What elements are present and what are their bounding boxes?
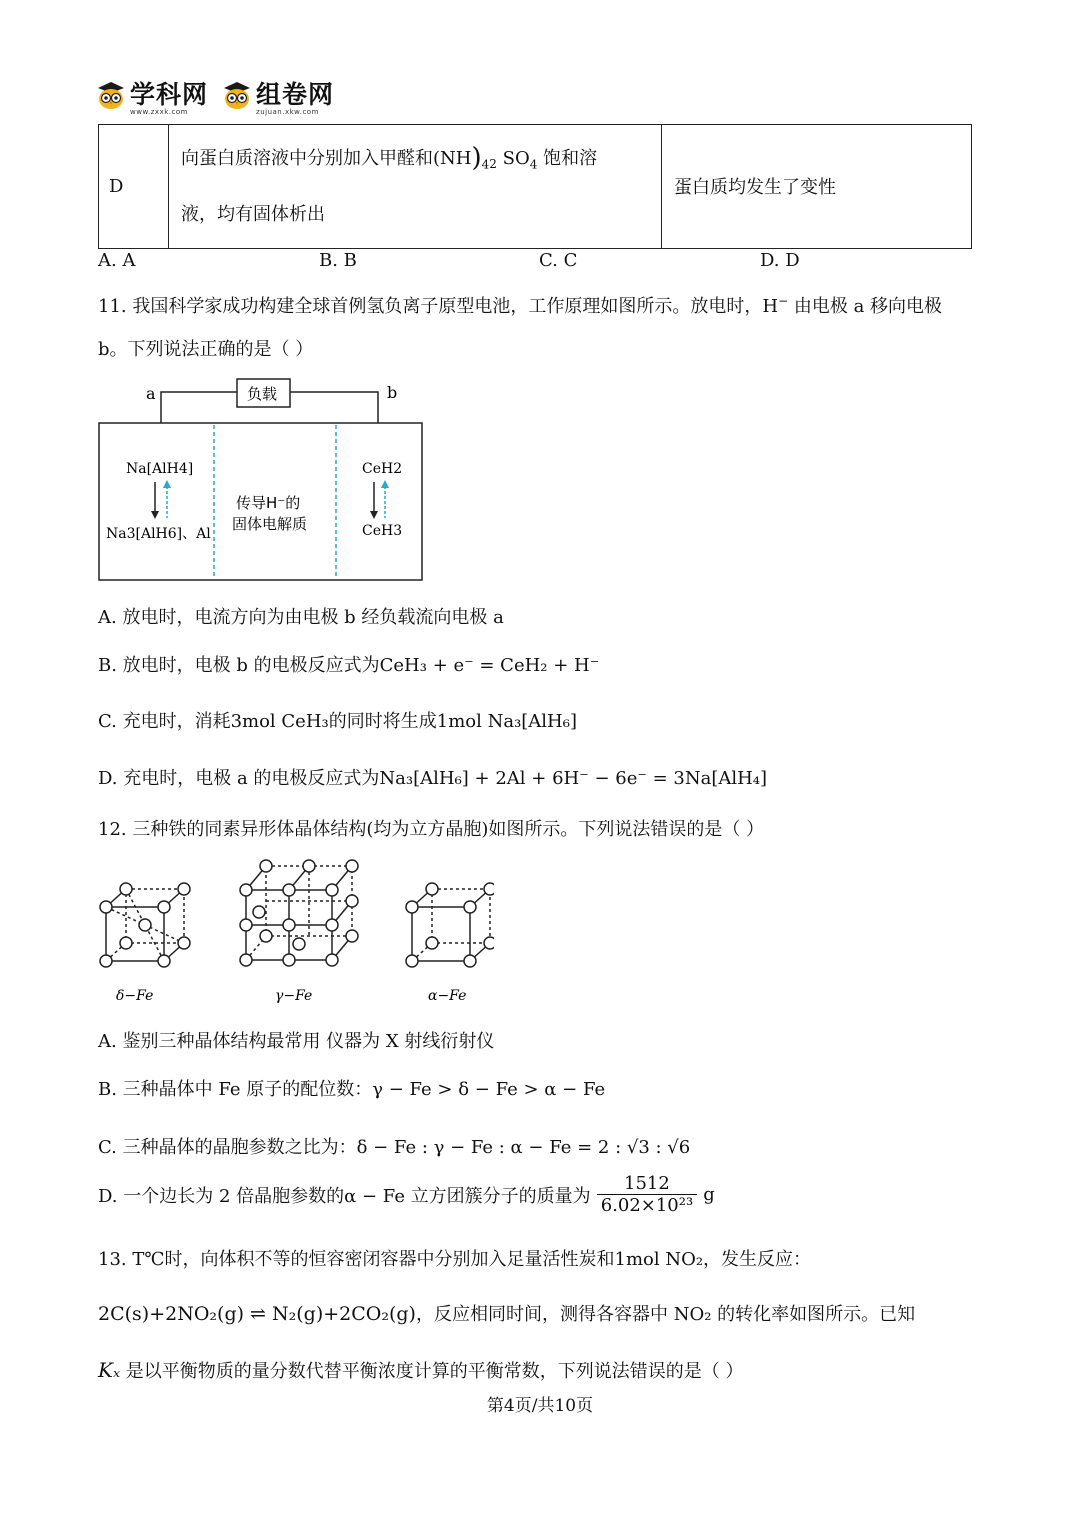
zujuanwang-logo <box>222 80 334 116</box>
q13-line2 <box>98 1300 915 1326</box>
electrode-b-label: b <box>387 383 398 402</box>
electrolyte-label-1: 传导H⁻的 <box>236 494 301 512</box>
choice-d[interactable]: D. D <box>760 250 800 271</box>
q11-stem-line1: 11. 我国科学家成功构建全球首例氢负离子原型电池，工作原理如图所示。放电时，H− 由电极 a 移向电极 <box>98 294 943 317</box>
q11-stem-text: 11. 我国科学家成功构建全球首例氢负离子原型电池，工作原理如图所示。放电时， <box>98 296 763 317</box>
wire-left <box>161 392 237 423</box>
q11-option-a[interactable]: A. 放电时，电流方向为由电极 b 经负载流向电极 a <box>98 607 504 628</box>
q13-line3-tail: 是以平衡物质的量分数代替平衡浓度计算的平衡常数，下列说法错误的是（ ） <box>125 1361 744 1382</box>
q11-stem-tail: 由电极 a 移向电极 <box>793 296 943 317</box>
reaction-equation: 2C(s)+2NO₂(g) ⇌ N₂(g)+2CO₂(g) <box>98 1303 416 1325</box>
q12-option-d-text: D. 一个边长为 2 倍晶胞参数的α − Fe 立方团簇分子的质量为 <box>98 1185 591 1207</box>
choice-b[interactable]: B. B <box>319 250 357 271</box>
conclusion-cell: 蛋白质均发生了变性 <box>662 125 972 249</box>
electrolyte-label-2: 固体电解质 <box>232 515 308 533</box>
unit-g: g <box>703 1184 715 1205</box>
brand-url: www.zxxk.com <box>130 108 188 116</box>
up-arrowhead-right <box>381 480 389 488</box>
alpha-fe-cell <box>412 889 490 961</box>
q13-line2-tail: ，反应相同时间，测得各容器中 NO₂ 的转化率如图所示。已知 <box>415 1304 916 1325</box>
q12-option-d[interactable] <box>98 1173 715 1216</box>
operation-tail: 饱和溶 <box>543 148 598 169</box>
table-row <box>99 125 972 249</box>
experiment-table <box>98 124 972 249</box>
q11-stem-line2: b。下列说法正确的是（ ） <box>98 339 314 360</box>
q11-option-d[interactable]: D. 充电时，电极 a 的电极反应式为Na₃[AlH₆] + 2Al + 6H⁻ − 6e⁻ = 3Na[AlH₄] <box>98 768 768 789</box>
crystal-structures <box>94 852 494 1012</box>
xuekewang-logo <box>96 80 208 116</box>
left-bottom-species: Na3[AlH6]、Al <box>106 526 211 542</box>
left-top-species: Na[AlH4] <box>126 461 194 477</box>
operation-formula: SO <box>502 148 530 169</box>
down-arrowhead-left <box>151 511 159 519</box>
brand-url: zujuan.xkw.com <box>256 108 319 116</box>
kx-symbol: Kₓ <box>98 1358 121 1382</box>
q13-line1: 13. T℃时，向体积不等的恒容密闭容器中分别加入足量活性炭和1mol NO₂，发生反应： <box>98 1249 812 1270</box>
q13-line3 <box>98 1357 744 1383</box>
q11-option-c[interactable]: C. 充电时，消耗3mol CeH₃的同时将生成1mol Na₃[AlH₆] <box>98 711 577 732</box>
sub-4b: 4 <box>529 157 538 172</box>
owl-mascot-icon <box>96 80 126 110</box>
row-label: D <box>99 125 169 249</box>
fraction-denominator: 6.02×10²³ <box>600 1195 694 1216</box>
page-footer: 第4页/共10页 <box>486 1396 594 1416</box>
alpha-fe-atoms <box>406 883 494 967</box>
q12-option-b[interactable]: B. 三种晶体中 Fe 原子的配位数：γ − Fe > δ − Fe > α − Fe <box>98 1079 606 1100</box>
operation-cell: 向蛋白质溶液中分别加入甲醛和$(NH)_{42}$ $SO_4$ 饱和溶 液，均有固体析出 <box>169 125 662 249</box>
sub-4: 4 <box>481 157 490 172</box>
mass-fraction <box>597 1173 698 1216</box>
right-bottom-species: CeH3 <box>362 523 403 539</box>
gamma-fe-label: γ−Fe <box>275 988 313 1004</box>
delta-fe-label: δ−Fe <box>116 988 154 1004</box>
load-label: 负载 <box>247 385 278 403</box>
fraction-numerator: 1512 <box>597 1173 698 1195</box>
q11-option-b[interactable]: B. 放电时，电极 b 的电极反应式为CeH₃ + e⁻ = CeH₂ + H⁻ <box>98 655 600 676</box>
battery-diagram <box>96 378 428 586</box>
choice-a[interactable]: A. A <box>98 250 136 271</box>
up-arrowhead-left <box>163 480 171 488</box>
down-arrowhead-right <box>370 511 378 519</box>
owl-mascot-icon <box>222 80 252 110</box>
choice-c[interactable]: C. C <box>539 250 578 271</box>
brand-name: 组卷网 <box>256 80 335 109</box>
q12-stem: 12. 三种铁的同素异形体晶体结构(均为立方晶胞)如图所示。下列说法错误的是（ ） <box>98 819 765 840</box>
wire-right <box>290 392 378 423</box>
alpha-fe-label: α−Fe <box>428 988 467 1004</box>
brand-name: 学科网 <box>130 80 209 109</box>
hydride-symbol: H <box>762 296 779 317</box>
right-top-species: CeH2 <box>362 461 403 477</box>
operation-line2: 液，均有固体析出 <box>181 203 325 225</box>
q12-option-c[interactable]: C. 三种晶体的晶胞参数之比为：δ − Fe : γ − Fe : α − Fe = 2 : √3 : √6 <box>98 1137 691 1158</box>
electrode-a-label: a <box>146 384 156 403</box>
operation-text: 向蛋白质溶液中分别加入甲醛和(NH <box>181 148 472 169</box>
q12-option-a[interactable]: A. 鉴别三种晶体结构最常用 仪器为 X 射线衍射仪 <box>98 1031 495 1052</box>
header-logos <box>96 80 334 122</box>
